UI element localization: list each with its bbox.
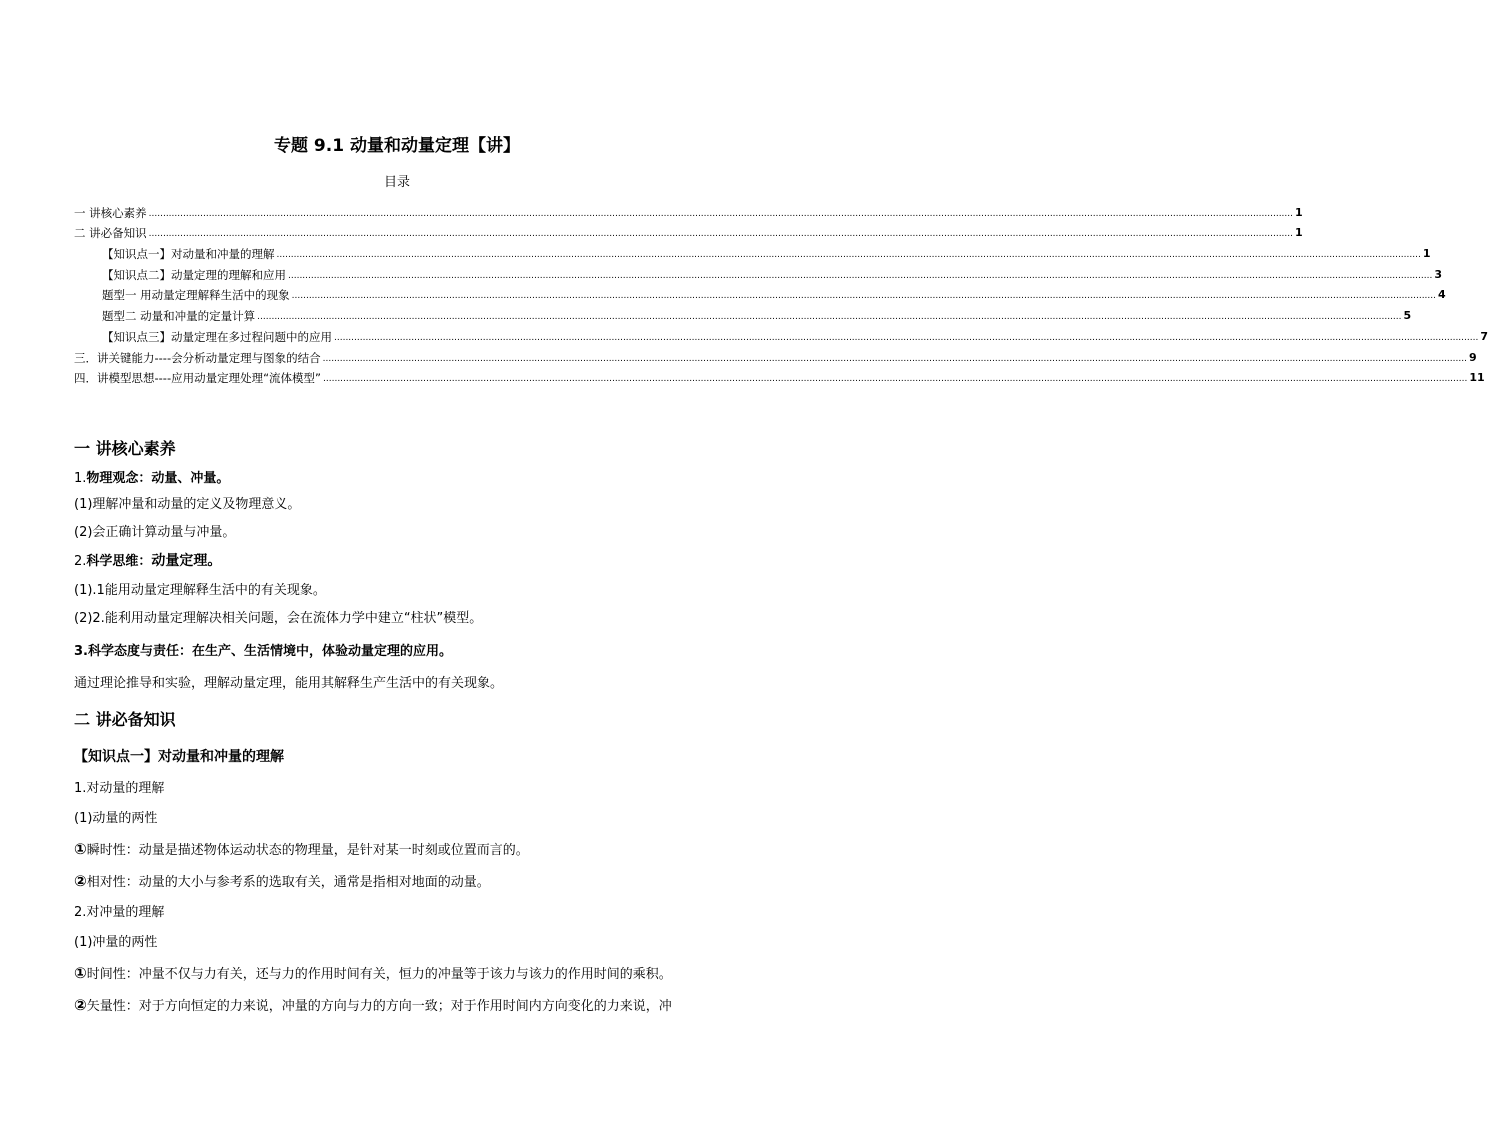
paragraph: 3.科学态度与责任：在生产、生活情境中，体验动量定理的应用。 xyxy=(74,644,452,659)
toc-entry-page: 1 xyxy=(1295,205,1303,219)
toc-leader-dots: ................................................................................................................................................................................................................................................................................................................................................................................................................ xyxy=(257,312,1402,323)
toc-entry-label: 三．讲关键能力----会分析动量定理与图象的结合 xyxy=(74,350,321,365)
toc-entry[interactable] xyxy=(74,345,1477,366)
toc-entry[interactable] xyxy=(74,200,1303,221)
toc-entry[interactable] xyxy=(74,283,1446,304)
circled-number: ① xyxy=(74,840,87,858)
paragraph: ②矢量性：对于方向恒定的力来说，冲量的方向与力的方向一致；对于作用时间内方向变化的力来说，冲 xyxy=(74,996,672,1014)
circled-number: ① xyxy=(74,964,87,982)
toc-entry-label: 题型二 动量和冲量的定量计算 xyxy=(102,309,256,324)
paragraph: (1)动量的两性 xyxy=(74,811,158,826)
toc-entry-page: 3 xyxy=(1434,267,1442,281)
item-title: 动量定理。 xyxy=(151,553,222,569)
toc-entry[interactable] xyxy=(74,303,1412,324)
paragraph xyxy=(74,552,734,571)
toc-leader-dots: ................................................................................................................................................................................................................................................................................................................................................................................................................ xyxy=(323,374,1468,385)
section-heading: 二 讲必备知识 xyxy=(74,710,176,729)
paragraph: (1)理解冲量和动量的定义及物理意义。 xyxy=(74,497,301,512)
section-heading: 一 讲核心素养 xyxy=(74,439,176,458)
item-title: 物理观念：动量、冲量。 xyxy=(86,471,230,486)
toc-entry-label: 四．讲模型思想----应用动量定理处理“流体模型” xyxy=(74,371,322,386)
paragraph: (1).1能用动量定理解释生活中的有关现象。 xyxy=(74,583,326,598)
toc-heading: 目录 xyxy=(383,175,410,190)
paragraph: (1)冲量的两性 xyxy=(74,935,158,950)
paragraph: (2)会正确计算动量与冲量。 xyxy=(74,525,236,540)
toc-leader-dots: ................................................................................................................................................................................................................................................................................................................................................................................................................ xyxy=(291,291,1436,302)
paragraph: ①瞬时性：动量是描述物体运动状态的物理量，是针对某一时刻或位置而言的。 xyxy=(74,840,529,858)
toc-entry-label: 一 讲核心素养 xyxy=(74,205,147,220)
paragraph: 1.对动量的理解 xyxy=(74,781,165,796)
toc-leader-dots: ................................................................................................................................................................................................................................................................................................................................................................................................................ xyxy=(334,332,1479,343)
toc-entry-page: 7 xyxy=(1480,329,1488,343)
paragraph: 通过理论推导和实验，理解动量定理，能用其解释生产生活中的有关现象。 xyxy=(74,676,504,691)
toc-entry[interactable] xyxy=(74,262,1442,283)
toc-entry-page: 5 xyxy=(1403,309,1412,323)
document-title: 专题 9.1 动量和动量定理【讲】 xyxy=(274,136,520,156)
subsection-heading: 【知识点一】对动量和冲量的理解 xyxy=(74,749,284,765)
toc-entry-page: 1 xyxy=(1295,226,1303,240)
toc-entry[interactable] xyxy=(74,324,1488,345)
circled-number: ② xyxy=(74,872,87,890)
paragraph xyxy=(74,470,734,488)
toc-entry[interactable] xyxy=(74,241,1431,262)
circled-number: ② xyxy=(74,996,87,1014)
toc-entry-label: 二 讲必备知识 xyxy=(74,226,147,241)
paragraph: ①时间性：冲量不仅与力有关，还与力的作用时间有关，恒力的冲量等于该力与该力的作用时间的乘积。 xyxy=(74,964,672,982)
toc-leader-dots: ................................................................................................................................................................................................................................................................................................................................................................................................................ xyxy=(276,250,1421,261)
toc-entry[interactable] xyxy=(74,366,1485,387)
toc-entry-label: 【知识点三】动量定理在多过程问题中的应用 xyxy=(102,329,332,344)
toc-entry-page: 9 xyxy=(1468,350,1477,364)
table-of-contents xyxy=(74,200,1488,386)
paragraph: 2.对冲量的理解 xyxy=(74,905,165,920)
toc-entry-page: 11 xyxy=(1469,371,1485,385)
item-title: 科学思维： xyxy=(86,554,152,569)
paragraph: ②相对性：动量的大小与参考系的选取有关，通常是指相对地面的动量。 xyxy=(74,872,490,890)
toc-entry-label: 【知识点一】对动量和冲量的理解 xyxy=(102,247,275,262)
toc-leader-dots: ................................................................................................................................................................................................................................................................................................................................................................................................................ xyxy=(288,270,1433,281)
toc-entry[interactable] xyxy=(74,221,1303,242)
toc-leader-dots: ................................................................................................................................................................................................................................................................................................................................................................................................................ xyxy=(148,208,1293,219)
toc-entry-label: 题型一 用动量定理解释生活中的现象 xyxy=(102,288,290,303)
toc-entry-page: 1 xyxy=(1422,247,1431,261)
toc-leader-dots: ................................................................................................................................................................................................................................................................................................................................................................................................................ xyxy=(322,353,1467,364)
item-number: 2. xyxy=(74,554,87,569)
toc-entry-page: 4 xyxy=(1438,288,1446,302)
item-number: 1. xyxy=(74,471,87,486)
toc-entry-label: 【知识点二】动量定理的理解和应用 xyxy=(102,267,286,282)
paragraph: (2)2.能利用动量定理解决相关问题，会在流体力学中建立“柱状”模型。 xyxy=(74,611,483,626)
toc-leader-dots: ................................................................................................................................................................................................................................................................................................................................................................................................................ xyxy=(148,229,1293,240)
